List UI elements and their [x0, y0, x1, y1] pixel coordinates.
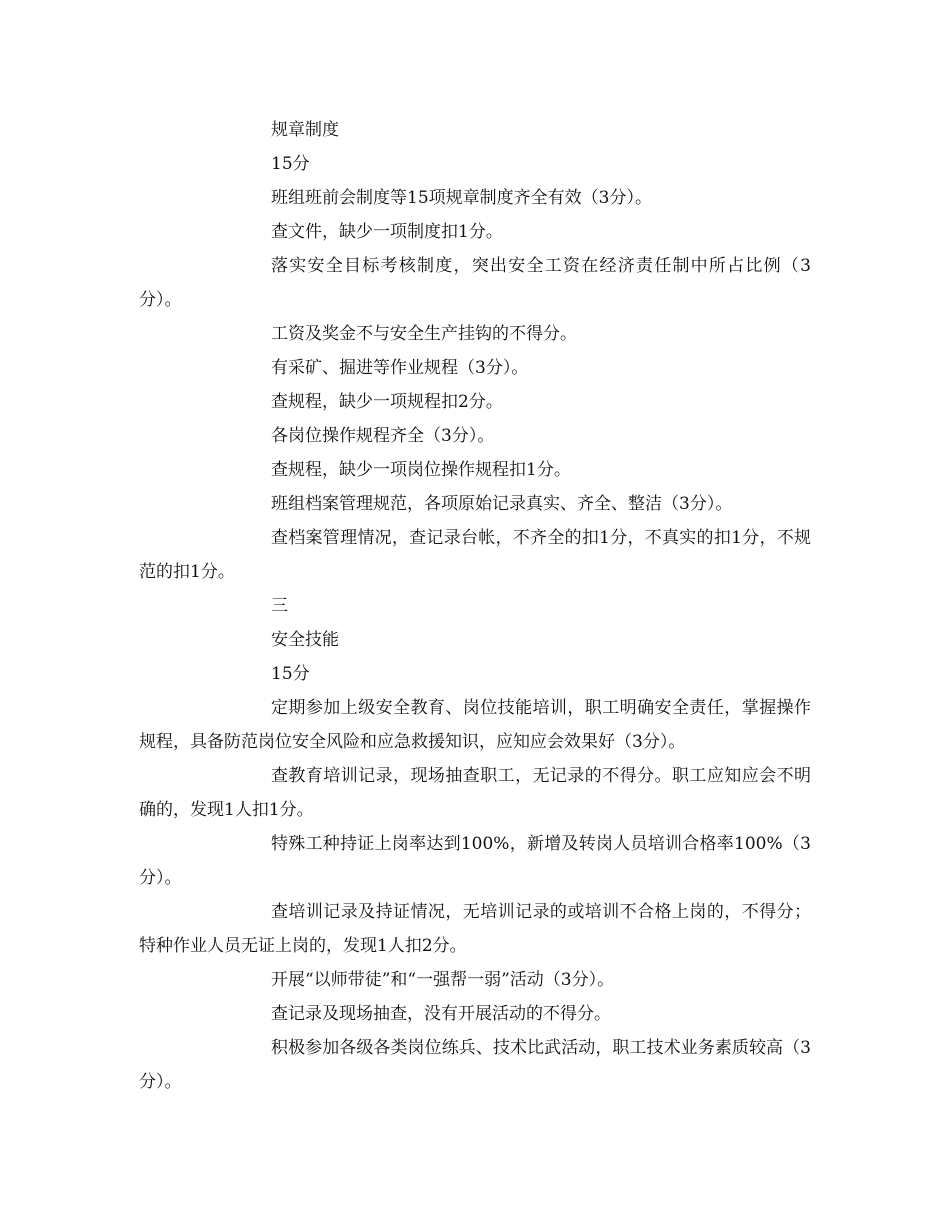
section-number: 三 — [271, 596, 288, 616]
paragraph: 各岗位操作规程齐全（3分）。 — [271, 426, 495, 446]
section-title: 规章制度 — [271, 120, 339, 140]
paragraph: 查规程，缺少一项岗位操作规程扣1分。 — [271, 460, 571, 480]
section-score: 15分 — [271, 664, 310, 684]
section-score: 15分 — [271, 154, 310, 174]
paragraph: 查培训记录及持证情况，无培训记录的或培训不合格上岗的，不得分；特种作业人员无证上岗的，发现1人扣2分。 — [139, 902, 811, 956]
paragraph: 查记录及现场抽查，没有开展活动的不得分。 — [271, 1004, 611, 1024]
paragraph: 定期参加上级安全教育、岗位技能培训，职工明确安全责任，掌握操作规程，具备防范岗位安全风险和应急救援知识，应知应会效果好（3分）。 — [139, 698, 811, 752]
paragraph: 工资及奖金不与安全生产挂钩的不得分。 — [271, 324, 577, 344]
paragraph: 开展“以师带徒”和“一强帮一弱”活动（3分）。 — [271, 970, 615, 990]
section-title: 安全技能 — [271, 630, 339, 650]
paragraph: 班组档案管理规范，各项原始记录真实、齐全、整洁（3分）。 — [271, 494, 733, 514]
paragraph: 查档案管理情况，查记录台帐，不齐全的扣1分，不真实的扣1分，不规范的扣1分。 — [139, 528, 811, 582]
paragraph: 查规程，缺少一项规程扣2分。 — [271, 392, 503, 412]
document-body — [139, 113, 811, 1099]
paragraph: 有采矿、掘进等作业规程（3分）。 — [271, 358, 529, 378]
paragraph: 查文件，缺少一项制度扣1分。 — [271, 222, 503, 242]
paragraph: 查教育培训记录，现场抽查职工，无记录的不得分。职工应知应会不明确的，发现1人扣1分。 — [139, 766, 811, 820]
paragraph: 落实安全目标考核制度，突出安全工资在经济责任制中所占比例（3分）。 — [139, 256, 811, 310]
paragraph: 特殊工种持证上岗率达到100%，新增及转岗人员培训合格率100%（3分）。 — [139, 834, 811, 888]
paragraph: 积极参加各级各类岗位练兵、技术比武活动，职工技术业务素质较高（3分）。 — [139, 1038, 811, 1092]
paragraph: 班组班前会制度等15项规章制度齐全有效（3分）。 — [271, 188, 652, 208]
